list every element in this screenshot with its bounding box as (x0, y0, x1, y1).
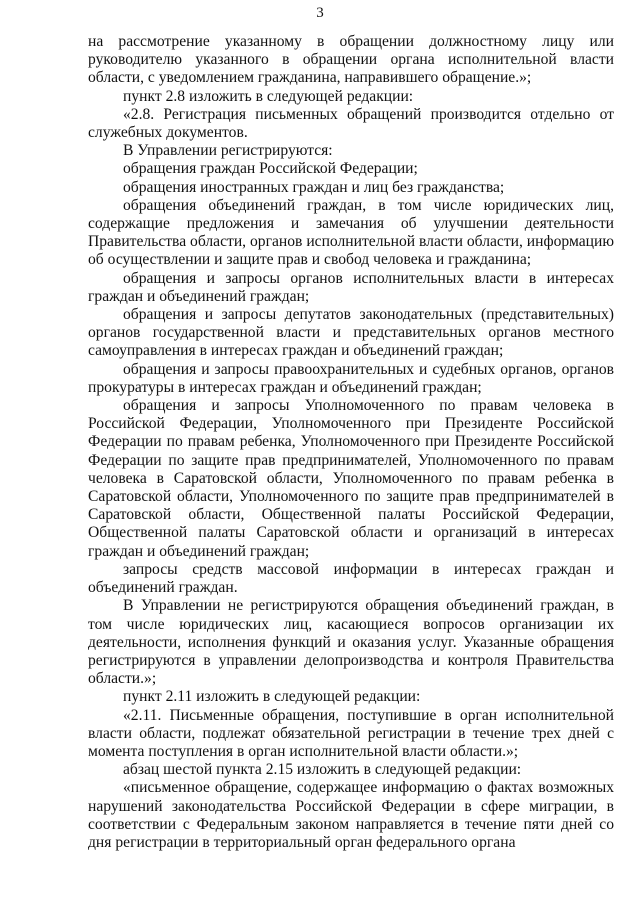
paragraph-continuation: на рассмотрение указанному в обращении должностному лицу или руководителю указанного в обращении органа исполнительной власти области, с уведомлением гражданина, направившего обращение.»; (88, 33, 614, 87)
paragraph: обращения иностранных граждан и лиц без гражданства; (123, 178, 505, 196)
paragraph: «письменное обращение, содержащее информацию о фактах возможных нарушений законодательства Российской Федерации в сфере миграции, в соответствии с Федеральным законом направляется в течение пяти дней со дня регистрации в территориальный орган федерального органа (88, 779, 614, 851)
paragraph: пункт 2.11 изложить в следующей редакции: (123, 688, 421, 706)
paragraph: В Управлении не регистрируются обращения объединений граждан, в том числе юридических лиц, касающиеся вопросов организации их деятельности, исполнения функций и оказания услуг. Указанные обращения регистрируются в управлении делопроизводства и контроля Правительства области.»; (88, 597, 614, 688)
page-number: 3 (316, 5, 324, 21)
paragraph: обращения граждан Российской Федерации; (123, 160, 418, 178)
document-body (88, 33, 614, 852)
paragraph: обращения и запросы органов исполнительных власти в интересах граждан и объединений граждан; (88, 269, 614, 305)
paragraph: обращения объединений граждан, в том числе юридических лиц, содержащие предложения и замечания об улучшении деятельности Правительства области, органов исполнительной власти области, информацию об осуществлении и защите прав и свобод человека и гражданина; (88, 196, 614, 269)
paragraph: запросы средств массовой информации в интересах граждан и объединений граждан. (88, 560, 614, 597)
paragraph: пункт 2.8 изложить в следующей редакции: (123, 87, 414, 105)
paragraph: «2.11. Письменные обращения, поступившие в орган исполнительной власти области, подлежат обязательной регистрации в течение трех дней с момента поступления в орган исполнительной власти области.»; (88, 706, 614, 760)
paragraph: обращения и запросы депутатов законодательных (представительных) органов государственной власти и представительных органов местного самоуправления в интересах граждан и объединений граждан; (88, 306, 614, 360)
paragraph: обращения и запросы правоохранительных и судебных органов, органов прокуратуры в интересах граждан и объединений граждан; (88, 360, 614, 396)
paragraph: обращения и запросы Уполномоченного по правам человека в Российской Федерации, Уполномоченного при Президенте Российской Федерации по правам ребенка, Уполномоченного при Президенте Российской Федерации по защите прав предпринимателей, Уполномоченного по правам человека в Саратовской области, Уполномоченного по правам ребенка в Саратовской области, Уполномоченного по защите прав предпринимателей в Саратовской области, Общественной палаты Российской Федерации, Общественной палаты Саратовской области и организаций в интересах граждан и объединений граждан; (88, 397, 614, 560)
paragraph: В Управлении регистрируются: (123, 142, 333, 160)
paragraph: «2.8. Регистрация письменных обращений производится отдельно от служебных документов. (88, 105, 614, 142)
paragraph: абзац шестой пункта 2.15 изложить в следующей редакции: (123, 761, 522, 779)
